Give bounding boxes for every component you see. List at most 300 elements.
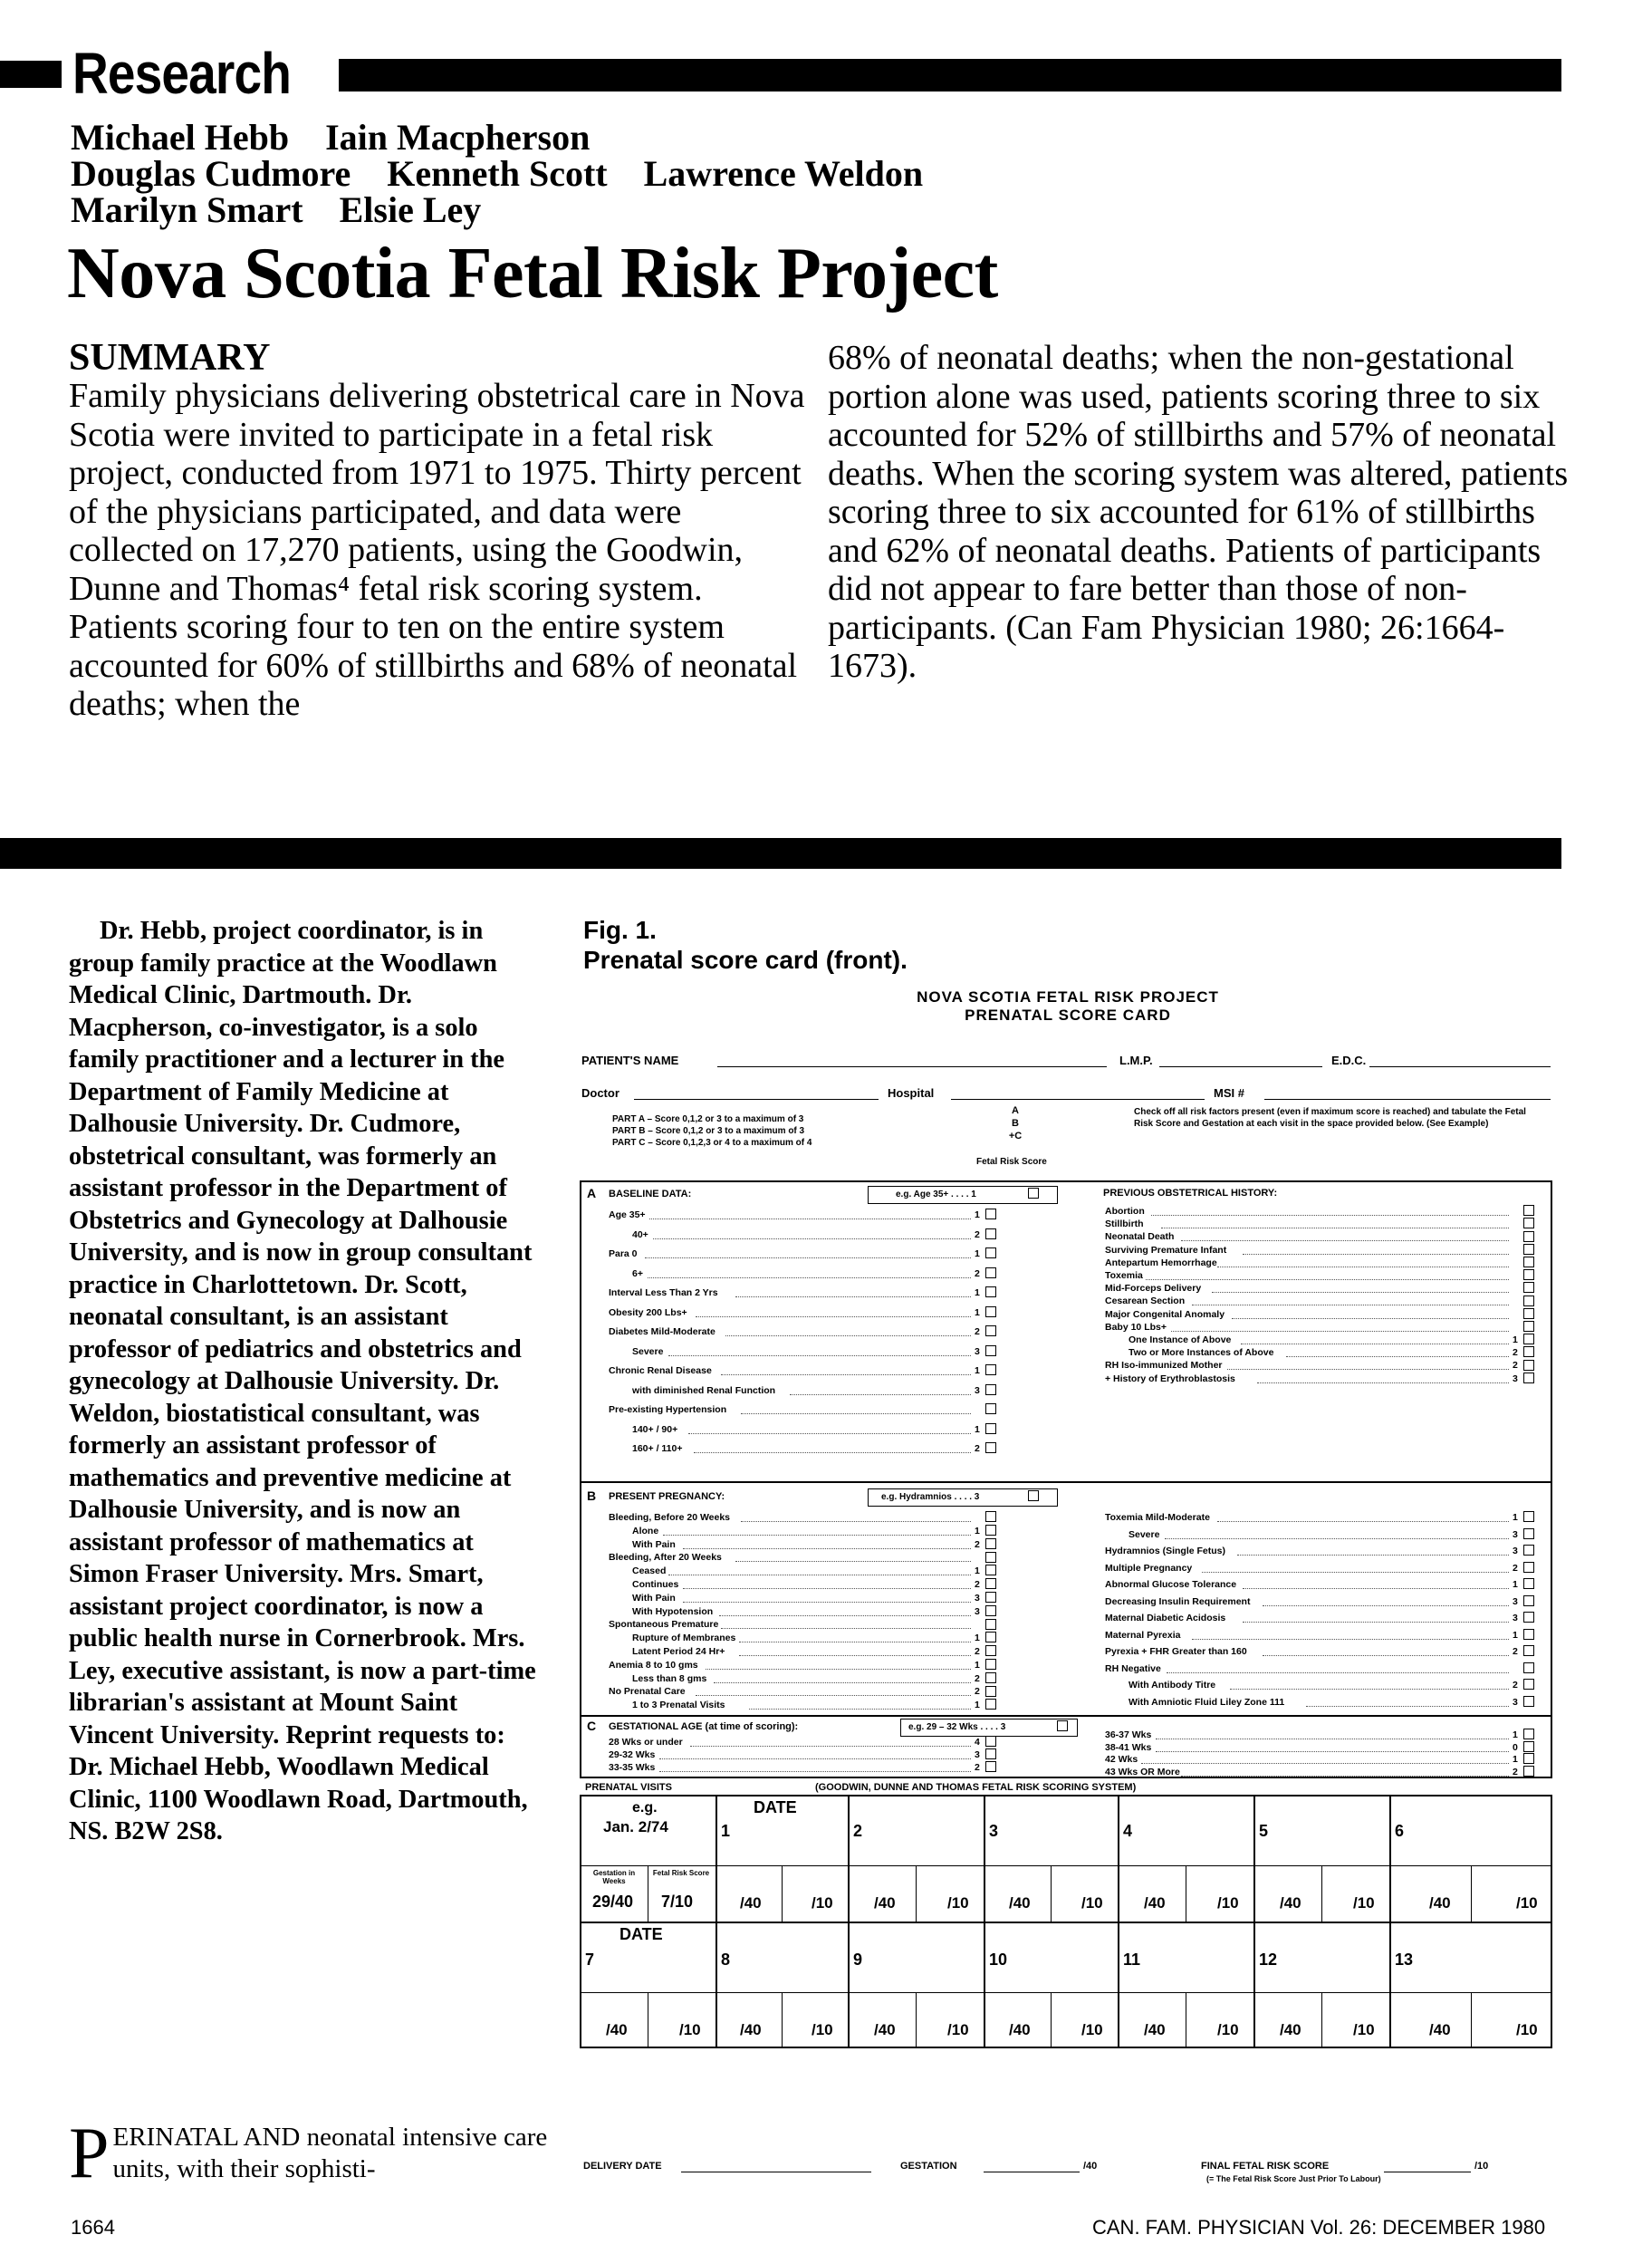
example-text: e.g. 29 – 32 Wks . . . . 3 [908,1722,1006,1732]
checklist-score: 2 [975,1646,980,1657]
card-title: NOVA SCOTIA FETAL RISK PROJECT [917,988,1219,1006]
checkbox-icon[interactable] [1520,1321,1534,1332]
leader-dots [1257,1382,1509,1383]
figure-caption [583,915,908,975]
summary-heading: SUMMARY [69,337,271,379]
checklist-item-label: With Hypotension [632,1605,714,1617]
checkbox-icon[interactable] [1520,1766,1534,1777]
checklist-item-label: Pyrexia + FHR Greater than 160 [1105,1646,1247,1657]
leader-dots [1286,1356,1509,1357]
checklist-item-label: With Amniotic Fluid Liley Zone 111 [1129,1696,1285,1708]
checklist-score: 4 [975,1737,980,1748]
checkbox-icon[interactable] [1520,1269,1534,1280]
patient-name-label: PATIENT'S NAME [581,1054,679,1067]
checkbox-icon[interactable] [982,1538,996,1549]
section-b-example [868,1488,1058,1507]
grid-rule [1118,1795,1119,2048]
leader-dots [741,1413,971,1414]
checklist-score: 2 [1513,1562,1518,1574]
checkbox-icon[interactable] [982,1632,996,1642]
checklist-score: 2 [1513,1766,1518,1777]
checkbox-icon[interactable] [982,1551,996,1562]
checklist-item-label: Major Congenital Anomaly [1105,1308,1225,1320]
checklist-item-label: 40+ [632,1228,648,1240]
checklist-score: 3 [1513,1595,1518,1607]
leader-dots [739,1655,971,1656]
checkbox-icon[interactable] [1520,1373,1534,1383]
leader-dots [1232,1318,1509,1319]
section-a-box [580,1180,1552,1483]
checklist-item-label: Abnormal Glucose Tolerance [1105,1579,1237,1590]
author: Douglas Cudmore [71,153,351,194]
checklist-item-label: Chronic Renal Disease [609,1365,712,1376]
checklist-item-label: RH Negative [1105,1662,1161,1674]
checklist-score: 3 [975,1605,980,1617]
checkbox-icon[interactable] [982,1525,996,1536]
score-card [580,983,1556,2183]
score-slot[interactable]: /10 [1353,2021,1375,2038]
checklist-item-label: 29-32 Wks [609,1749,656,1760]
figure-caption-text: Prenatal score card (front). [583,946,908,974]
grid-rule [716,1795,717,2048]
checkbox-icon[interactable] [1520,1282,1534,1293]
checklist-score: 3 [1513,1373,1518,1384]
checkbox-icon[interactable] [982,1267,996,1278]
checklist-score: 1 [975,1423,980,1435]
part-a: PART A – Score 0,1,2 or 3 to a maximum of 3 [612,1114,804,1124]
checklist-item-label: Abortion [1105,1206,1145,1217]
patient-name-line [717,1066,1107,1067]
checklist-score: 2 [975,1228,980,1240]
leader-dots [1165,1538,1509,1539]
checkbox-icon[interactable] [1520,1562,1534,1573]
checked-box-icon [1057,1720,1068,1731]
score-slot[interactable]: /10 [1516,2021,1538,2038]
checkbox-icon[interactable] [982,1618,996,1629]
visit-number: 9 [853,1951,863,1969]
checklist-score: 2 [975,1443,980,1454]
visit-number: 1 [721,1822,731,1840]
author-bio [69,915,543,1848]
checkbox-icon[interactable] [1520,1295,1534,1305]
leader-dots [683,1588,971,1589]
checklist-item-label: Mid-Forceps Delivery [1105,1283,1202,1295]
leader-dots [735,1561,971,1562]
section-c-letter: C [587,1719,597,1733]
part-c: PART C – Score 0,1,2,3 or 4 to a maximum of 4 [612,1138,812,1148]
leader-dots [1243,1622,1509,1623]
gestation-slot[interactable]: /40 [606,2021,628,2038]
score-slot[interactable]: /10 [1081,1894,1103,1912]
score-slot[interactable]: /10 [812,1894,833,1912]
grid-rule [1471,1865,1472,1922]
leader-dots [735,1296,971,1297]
checklist-item-label: No Prenatal Care [609,1686,686,1698]
grid-rule [1321,1992,1322,2048]
checkbox-icon[interactable] [1520,1612,1534,1623]
section-a-heading: BASELINE DATA: [609,1189,692,1199]
grid-rule [1471,1992,1472,2048]
checkbox-icon[interactable] [982,1748,996,1759]
leader-dots [1181,1240,1509,1241]
checkbox-icon[interactable] [982,1645,996,1656]
score-slot[interactable]: /10 [1217,2021,1239,2038]
gestation-slot[interactable]: /40 [1009,1894,1031,1912]
checkbox-icon[interactable] [982,1325,996,1336]
msi-line [1264,1099,1551,1100]
leader-dots [683,1602,971,1603]
divider-bar [0,838,1561,869]
leader-dots [1217,1521,1509,1522]
grid-rule [782,1865,783,1922]
leader-dots [749,1709,971,1710]
checklist-score: 1 [975,1287,980,1298]
checkbox-icon[interactable] [982,1209,996,1219]
checklist-score: 1 [1513,1334,1518,1345]
checklist-item-label: Bleeding, After 20 Weeks [609,1552,722,1564]
doctor-line [634,1099,879,1100]
checkbox-icon[interactable] [982,1699,996,1710]
part-b: PART B – Score 0,1,2 or 3 to a maximum of 3 [612,1126,805,1136]
page-number: 1664 [71,2216,115,2239]
checklist-score: 3 [975,1345,980,1357]
gestation-weeks-label: Gestation in Weeks [592,1869,636,1885]
checklist-score: 3 [1513,1696,1518,1708]
checkbox-icon[interactable] [1520,1696,1534,1707]
checkbox-icon[interactable] [1520,1753,1534,1764]
score-slot[interactable]: /10 [947,1894,969,1912]
checklist-score: 1 [1513,1729,1518,1740]
obstetrical-history-heading: PREVIOUS OBSTETRICAL HISTORY: [1103,1188,1278,1199]
checkbox-icon[interactable] [1520,1244,1534,1255]
leader-dots [741,1521,971,1522]
checklist-score: 2 [975,1538,980,1550]
checkbox-icon[interactable] [1520,1359,1534,1370]
checklist-item-label: Diabetes Mild-Moderate [609,1326,716,1337]
grid-rule [1321,1865,1322,1922]
checklist-item-label: Interval Less Than 2 Yrs [609,1287,718,1298]
score-slot[interactable]: /10 [947,2021,969,2038]
visit-number: 2 [853,1822,863,1840]
checkbox-icon[interactable] [1520,1528,1534,1539]
checklist-item-label: Cesarean Section [1105,1296,1186,1307]
checklist-score: 1 [975,1365,980,1376]
checklist-item-label: Hydramnios (Single Fetus) [1105,1546,1226,1556]
gestation-slot[interactable]: /40 [740,2021,762,2038]
bio-text: Dr. Hebb, project coordinator, is in group family practice at the Woodlawn Medical Clinic, Dartmouth. Dr. Macpherson, co-investigator, is a solo family practitioner and a lecturer in the Department of Family Medicine at Dalhousie University. Dr. Cudmore, obstetrical consultant, was formerly an assistant professor in the Department of Obstetrics and Gynecology at Dalhousie University, and is now in group consultant practice in Charlottetown. Dr. Scott, neonatal consultant, is an assistant professor of pediatrics and obstetrics and gynecology at Dalhousie University. Dr. Weldon, biostatistical consultant, was formerly an assistant professor of mathematics and preventive medicine at Dalhousie University, and is now an assistant professor of mathematics at Simon Fraser University. Mrs. Smart, assistant project coordinator, is now a public health nurse in Cornerbrook. Mrs. Ley, executive assistant, is now a part-time librarian's assistant at Mount Saint Vincent University. Reprint requests to: Dr. Michael Hebb, Woodlawn Medical Clinic, 1100 Woodlawn Road, Dartmouth, NS. B2W 2S8. [69,917,536,1845]
checkbox-icon[interactable] [1520,1230,1534,1241]
leader-dots [725,1335,971,1336]
leader-dots [1263,1655,1509,1656]
checkbox-icon[interactable] [982,1228,996,1239]
checkbox-icon[interactable] [1520,1645,1534,1656]
checklist-item-label: With Pain [632,1592,676,1604]
grid-rule [916,1865,917,1922]
leader-dots [1156,1751,1509,1752]
date-label: DATE [620,1925,663,1943]
checkbox-icon[interactable] [1520,1334,1534,1344]
leader-dots [1181,1776,1509,1777]
leader-dots [1151,1215,1509,1216]
grid-rule [916,1992,917,2048]
checkbox-icon[interactable] [1520,1218,1534,1228]
example-text: e.g. Age 35+ . . . . 1 [896,1190,976,1199]
final-score-note: (= The Fetal Risk Score Just Prior To Labour) [1206,2174,1381,2183]
checklist-item-label: Pre-existing Hypertension [609,1404,727,1415]
checkbox-icon[interactable] [1520,1595,1534,1606]
checklist-item-label: With Pain [632,1538,676,1550]
checkbox-icon[interactable] [982,1345,996,1356]
checklist-item-label: Alone [632,1525,659,1536]
section-c-example [900,1719,1078,1737]
visit-number: 5 [1259,1822,1269,1840]
score-slot[interactable]: /10 [1081,2021,1103,2038]
gestation-slot[interactable]: /40 [874,2021,896,2038]
checkbox-icon[interactable] [982,1306,996,1317]
checklist-item-label: 36-37 Wks [1105,1729,1152,1740]
gestation-slot[interactable]: /40 [874,1894,896,1912]
checkbox-icon[interactable] [1520,1679,1534,1690]
journal-citation: CAN. FAM. PHYSICIAN Vol. 26: DECEMBER 1980 [1092,2216,1546,2239]
checkbox-icon[interactable] [982,1403,996,1414]
checkbox-icon[interactable] [982,1565,996,1575]
checkbox-icon[interactable] [982,1659,996,1670]
checkbox-icon[interactable] [982,1247,996,1258]
checklist-score: 1 [975,1525,980,1536]
visit-number: 11 [1123,1951,1141,1969]
gestation-slot[interactable]: /40 [1429,2021,1451,2038]
checklist-item-label: Multiple Pregnancy [1105,1562,1193,1574]
checklist-score: 2 [975,1686,980,1698]
score-slot[interactable]: /10 [679,2021,701,2038]
checklist-item-label: Stillbirth [1105,1219,1144,1230]
final-score-label: FINAL FETAL RISK SCORE [1201,2161,1330,2172]
edc-line [1369,1066,1551,1067]
date-label: DATE [754,1798,797,1816]
checkbox-icon[interactable] [982,1592,996,1603]
checkbox-icon[interactable] [1520,1257,1534,1267]
checklist-score: 1 [975,1565,980,1577]
leader-dots [690,1746,971,1747]
score-slot[interactable]: /10 [1516,1894,1538,1912]
checklist-item-label: 42 Wks [1105,1754,1138,1765]
summary-text-2: 68% of neonatal deaths; when the non-gestational portion alone was used, patients scoring three to six accounted for 52% of stillbirths and 57% of neonatal deaths. When the scoring system was altered, patients scoring three to six accounted for 61% of stillbirths and 62% of neonatal deaths. Patients of participants did not appear to fare better than those of non-participants. (Can Fam Physician 1980; 26:1664-1673). [828,339,1569,685]
checklist-score: 0 [1513,1741,1518,1753]
leader-dots [1237,1555,1509,1556]
section-b-box [580,1481,1552,1717]
checkbox-icon[interactable] [1520,1511,1534,1522]
checklist-item-label: Severe [632,1345,664,1357]
summary-text-1: Family physicians delivering obstetrical care in Nova Scotia were invited to participate in a fetal risk project, conducted from 1971 to 1975. Thirty percent of the physicians participated, and data were collected on 17,270 patients, using the Goodwin, Dunne and Thomas⁴ fetal risk scoring system. Patients scoring four to ten on the entire system accounted for 60% of stillbirths and 68% of neonatal deaths; when the [69,377,805,723]
hospital-label: Hospital [888,1086,935,1100]
gestation-slot[interactable]: /40 [1280,2021,1301,2038]
grid-rule [1051,1992,1052,2048]
checklist-score: 1 [975,1700,980,1711]
section-b-heading: PRESENT PREGNANCY: [609,1491,725,1502]
checkbox-icon[interactable] [1520,1629,1534,1640]
checkbox-icon[interactable] [982,1685,996,1696]
checkbox-icon[interactable] [982,1442,996,1453]
checkbox-icon[interactable] [1520,1205,1534,1216]
section-b-letter: B [587,1488,597,1503]
checkbox-icon[interactable] [1520,1729,1534,1739]
grid-rule [848,1795,850,2048]
checklist-item-label: One Instance of Above [1129,1334,1232,1345]
leader-dots [1202,1572,1509,1573]
grid-rule [782,1992,783,2048]
delivery-date-label: DELIVERY DATE [583,2161,662,2172]
doctor-label: Doctor [581,1086,620,1100]
checkbox-icon[interactable] [1520,1578,1534,1589]
section-a-letter: A [587,1186,597,1200]
checkbox-icon[interactable] [1520,1308,1534,1319]
checkbox-icon[interactable] [982,1761,996,1772]
article-title: Nova Scotia Fetal Risk Project [67,234,998,313]
example-date: Jan. 2/74 [603,1818,668,1835]
checked-box-icon [1028,1188,1039,1199]
author: Kenneth Scott [387,153,608,194]
section-a-example [868,1186,1058,1204]
leader-dots [1243,1254,1509,1255]
card-instructions: Check off all risk factors present (even if maximum score is reached) and tabulate the Fetal Risk Score and Gestation at each visit in the space provided below. (See Example) [1134,1107,1526,1129]
leader-dots [721,1374,971,1375]
checklist-item-label: Surviving Premature Infant [1105,1244,1227,1256]
checklist-score: 3 [975,1749,980,1760]
checklist-score: 1 [1513,1754,1518,1765]
fetal-risk-score-label: Fetal Risk Score [652,1869,710,1877]
checklist-score: 2 [1513,1680,1518,1690]
checked-box-icon [1028,1490,1039,1501]
leader-dots [1243,1588,1509,1589]
checkbox-icon[interactable] [1520,1741,1534,1752]
checklist-item-label: Severe [1129,1528,1160,1540]
visit-number: 10 [989,1951,1008,1969]
checklist-item-label: 1 to 3 Prenatal Visits [632,1700,725,1711]
visit-number: 8 [721,1951,731,1969]
lmp-label: L.M.P. [1119,1054,1153,1067]
leader-dots [790,1394,971,1395]
checkbox-icon[interactable] [982,1578,996,1589]
gestation-slot[interactable]: /40 [740,1894,762,1912]
prenatal-visits-label: PRENATAL VISITS [585,1782,672,1793]
checklist-score: 2 [975,1267,980,1279]
msi-label: MSI # [1214,1086,1244,1100]
leader-dots [1192,1639,1509,1640]
score-slot[interactable]: /10 [812,2021,833,2038]
checklist-item-label: Antepartum Hemorrhage [1105,1257,1217,1268]
score-slot[interactable]: /10 [1353,1894,1375,1912]
checklist-item-label: Spontaneous Premature [609,1619,719,1631]
visit-number: 6 [1395,1822,1405,1840]
leader-dots [694,1452,971,1453]
checklist-score: 1 [975,1209,980,1220]
checkbox-icon[interactable] [982,1511,996,1522]
checklist-item-label: Age 35+ [609,1209,646,1220]
final-score-unit: /10 [1474,2161,1489,2172]
checklist-score: 2 [975,1579,980,1590]
checklist-item-label: Less than 8 gms [632,1672,707,1684]
leader-dots [663,1535,971,1536]
grid-rule [580,1865,1552,1866]
gestation-slot[interactable]: /40 [1280,1894,1301,1912]
leader-dots [714,1682,971,1683]
leader-dots [719,1615,971,1616]
gestation-slot[interactable]: /40 [1144,2021,1166,2038]
author: Marilyn Smart [71,189,303,230]
checklist-score: 1 [975,1248,980,1259]
gestation-slot[interactable]: /40 [1009,2021,1031,2038]
drop-cap: P [69,2114,110,2193]
gestation-unit: /40 [1083,2161,1098,2172]
checklist-item-label: 160+ / 110+ [632,1443,683,1454]
checkbox-icon[interactable] [982,1384,996,1395]
visit-number: 7 [585,1951,595,1969]
checklist-item-label: 43 Wks OR More [1105,1766,1180,1777]
checklist-item-label: With Antibody Titre [1129,1680,1216,1690]
checkbox-icon[interactable] [1520,1346,1534,1357]
banner-bar-right [339,59,1561,92]
card-subtitle: PRENATAL SCORE CARD [965,1007,1171,1024]
summary-column-2 [828,339,1580,686]
author-list [71,117,959,230]
visit-number: 4 [1123,1822,1133,1840]
leader-dots [668,1355,971,1356]
checklist-item-label: Baby 10 Lbs+ [1105,1321,1167,1333]
checklist-score: 2 [975,1762,980,1773]
checkbox-icon[interactable] [982,1672,996,1683]
grid-rule [580,1992,1552,1993]
gestation-slot[interactable]: /40 [1144,1894,1166,1912]
grid-rule [580,1922,1552,1923]
checkbox-icon[interactable] [1520,1662,1534,1673]
checklist-item-label: Obesity 200 Lbs+ [609,1306,687,1318]
checklist-item-label: 140+ / 90+ [632,1423,678,1435]
score-slot[interactable]: /10 [1217,1894,1239,1912]
leader-dots [659,1758,971,1759]
checklist-score: 1 [975,1659,980,1671]
checklist-item-label: Two or More Instances of Above [1129,1347,1274,1359]
leader-dots [659,1771,971,1772]
example-text: e.g. Hydramnios . . . . 3 [881,1492,980,1502]
prenatal-visits-note: (GOODWIN, DUNNE AND THOMAS FETAL RISK SCORING SYSTEM) [815,1782,1137,1793]
leader-dots [1167,1672,1509,1673]
author: Lawrence Weldon [643,153,924,194]
checkbox-icon[interactable] [982,1286,996,1297]
fetal-risk-score-label: Fetal Risk Score [976,1157,1047,1167]
checklist-score: 2 [1513,1347,1518,1359]
checkbox-icon[interactable] [982,1364,996,1375]
checklist-score: 3 [975,1592,980,1604]
lmp-line [1159,1066,1322,1067]
grid-rule [1253,1795,1255,2048]
checklist-item-label: Maternal Diabetic Acidosis [1105,1613,1226,1623]
checkbox-icon[interactable] [982,1423,996,1434]
summary-column-1 [69,339,812,724]
leader-dots [706,1669,971,1670]
abc-a: A [1012,1105,1019,1116]
leader-dots [696,1316,971,1317]
section-banner [0,41,1561,106]
checkbox-icon[interactable] [982,1736,996,1747]
gestation-label: GESTATION [900,2161,957,2172]
leader-dots [653,1238,971,1239]
leader-dots [1306,1706,1509,1707]
gestation-slot[interactable]: /40 [1429,1894,1451,1912]
checkbox-icon[interactable] [982,1605,996,1616]
checklist-item-label: Anemia 8 to 10 gms [609,1659,698,1671]
checkbox-icon[interactable] [1520,1545,1534,1556]
leader-dots [1263,1605,1509,1606]
